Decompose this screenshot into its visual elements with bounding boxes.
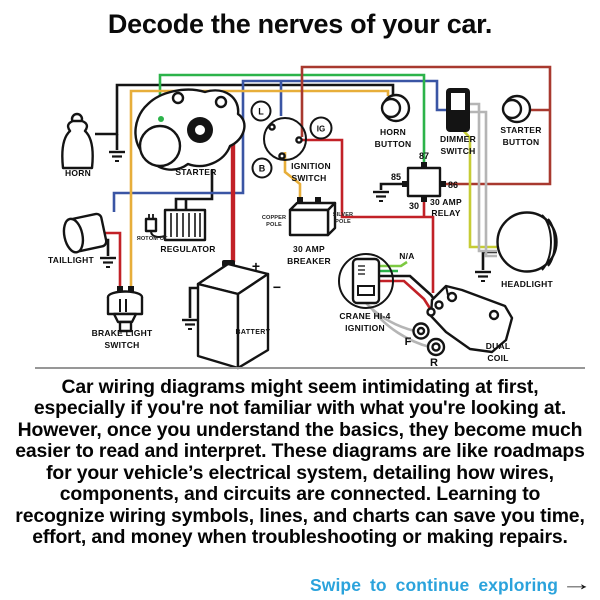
horn-button-inner: [382, 99, 400, 117]
ignition-switch-label-2: SWITCH: [291, 173, 327, 183]
battery-minus: −: [272, 279, 282, 295]
wiring-diagram: [0, 56, 600, 372]
coil-bolt: [490, 311, 498, 319]
to-motor-label: TO MOTOR: [136, 236, 168, 242]
crane-module: [353, 259, 379, 303]
regulator-component: [137, 210, 216, 254]
swipe-label[interactable]: Swipe to continue exploring: [309, 574, 558, 595]
terminal-B-label: B: [258, 163, 266, 174]
starter-rotor-center: [195, 125, 205, 135]
breaker-component: [262, 197, 353, 266]
horn-button-label-2: BUTTON: [374, 139, 412, 149]
na-label: N/A: [399, 251, 415, 261]
ground-relay85: [373, 192, 389, 201]
ignition-terminal-IG: [296, 137, 301, 142]
coil-bolt: [448, 293, 456, 301]
brake-light-switch-label-1: BRAKE LIGHT: [91, 328, 153, 338]
horn-button-label-1: HORN: [379, 127, 407, 137]
wire-crane-na: [379, 262, 407, 266]
relay-pin85: 85: [390, 172, 402, 182]
relay-label-1: 30 AMP: [430, 197, 462, 207]
motor-plug: [146, 219, 156, 231]
dual-coil-label-2: COIL: [487, 353, 509, 363]
brake-light-switch-component: [92, 286, 153, 350]
terminal-IG-label: IG: [316, 124, 326, 134]
battery-left-face: [198, 284, 238, 368]
horn-bell: [62, 121, 92, 168]
relay-pin30: 30: [408, 201, 420, 211]
battery-plus: +: [251, 258, 261, 274]
copper-pole-label-2: POLE: [266, 222, 282, 228]
starter-component: [135, 90, 244, 177]
coil-post-F-center: [418, 328, 424, 334]
taillight-component: [48, 213, 107, 265]
dual-coil-label-1: DUAL: [485, 341, 511, 351]
arrow-right-icon: →: [560, 574, 593, 595]
breaker-label-2: BREAKER: [287, 256, 331, 266]
copper-pole-label-1: COPPER: [261, 215, 287, 221]
brake-light-switch-label-2: SWITCH: [104, 340, 140, 350]
relay-pin86: 86: [447, 180, 459, 190]
starter-detail: [216, 97, 226, 107]
ignition-terminal-L: [269, 124, 274, 129]
dimmer-switch-label-2: SWITCH: [440, 146, 476, 156]
starter-detail: [173, 93, 183, 103]
coil-terminal: [428, 309, 435, 316]
f-label: F: [404, 336, 412, 348]
page-title: Decode the nerves of your car.: [107, 9, 493, 39]
ground-battery: [182, 320, 198, 329]
starter-green-terminal: [158, 116, 164, 122]
horn-button-component: [375, 95, 412, 149]
relay-label-2: RELAY: [431, 208, 461, 218]
breaker-label-1: 30 AMP: [293, 244, 325, 254]
starter-label: STARTER: [175, 167, 217, 177]
dual-coil-component: [405, 286, 512, 369]
crane-label-2: IGNITION: [345, 323, 385, 333]
horn-component: [62, 114, 92, 178]
wire-dimmer-gray-1: [469, 104, 497, 251]
dimmer-switch-component: [440, 88, 476, 156]
starter-button-component: [500, 96, 541, 147]
body-paragraph: Car wiring diagrams might seem intimidating at first, especially if you're not familiar with what you're looking at. However, once you understand the basics, they become much easier to read and interpret. These diagrams are like roadmaps for your vehicle’s electrical system, detailing how wires, components, and circuits are connected. Learning to recognize wiring symbols, lines, and charts can save you time, effort, and money when troubleshooting or making repairs.: [15, 376, 585, 549]
wire-crane-to-coil-red: [379, 281, 431, 310]
silver-pole-label-2: POLE: [335, 219, 351, 225]
crane-label-1: CRANE HI-4: [339, 311, 391, 321]
ignition-switch-component: [252, 102, 332, 184]
starter-button-inner: [503, 100, 521, 118]
r-label: R: [430, 357, 438, 369]
headlight-component: [498, 213, 557, 290]
regulator-label: REGULATOR: [160, 244, 216, 254]
ignition-switch-label-1: IGNITION: [291, 161, 331, 171]
starter-button-label-2: BUTTON: [502, 137, 540, 147]
taillight-label: TAILLIGHT: [48, 255, 94, 265]
headlight-label: HEADLIGHT: [501, 279, 553, 289]
coil-post-R-center: [433, 344, 440, 351]
starter-endcap: [140, 126, 180, 166]
coil-terminal: [436, 302, 443, 309]
relay-pin87: 87: [418, 151, 430, 161]
silver-pole-label-1: SILVER: [332, 212, 354, 218]
horn-label: HORN: [64, 168, 92, 178]
battery-component: [198, 258, 281, 368]
ground-headlight: [475, 272, 491, 281]
terminal-L-label: L: [258, 106, 264, 117]
starter-button-label-1: STARTER: [500, 125, 542, 135]
swipe-cta[interactable]: [309, 574, 593, 596]
ignition-terminal-B: [279, 153, 284, 158]
dimmer-switch-label-1: DIMMER: [440, 134, 476, 144]
ground-horn: [109, 152, 125, 161]
relay-body: [408, 168, 440, 196]
dimmer-rocker-lower: [451, 110, 465, 127]
battery-label: BATTERY: [235, 329, 271, 336]
breaker-front-face: [290, 210, 328, 235]
ground-taillight: [100, 258, 116, 267]
